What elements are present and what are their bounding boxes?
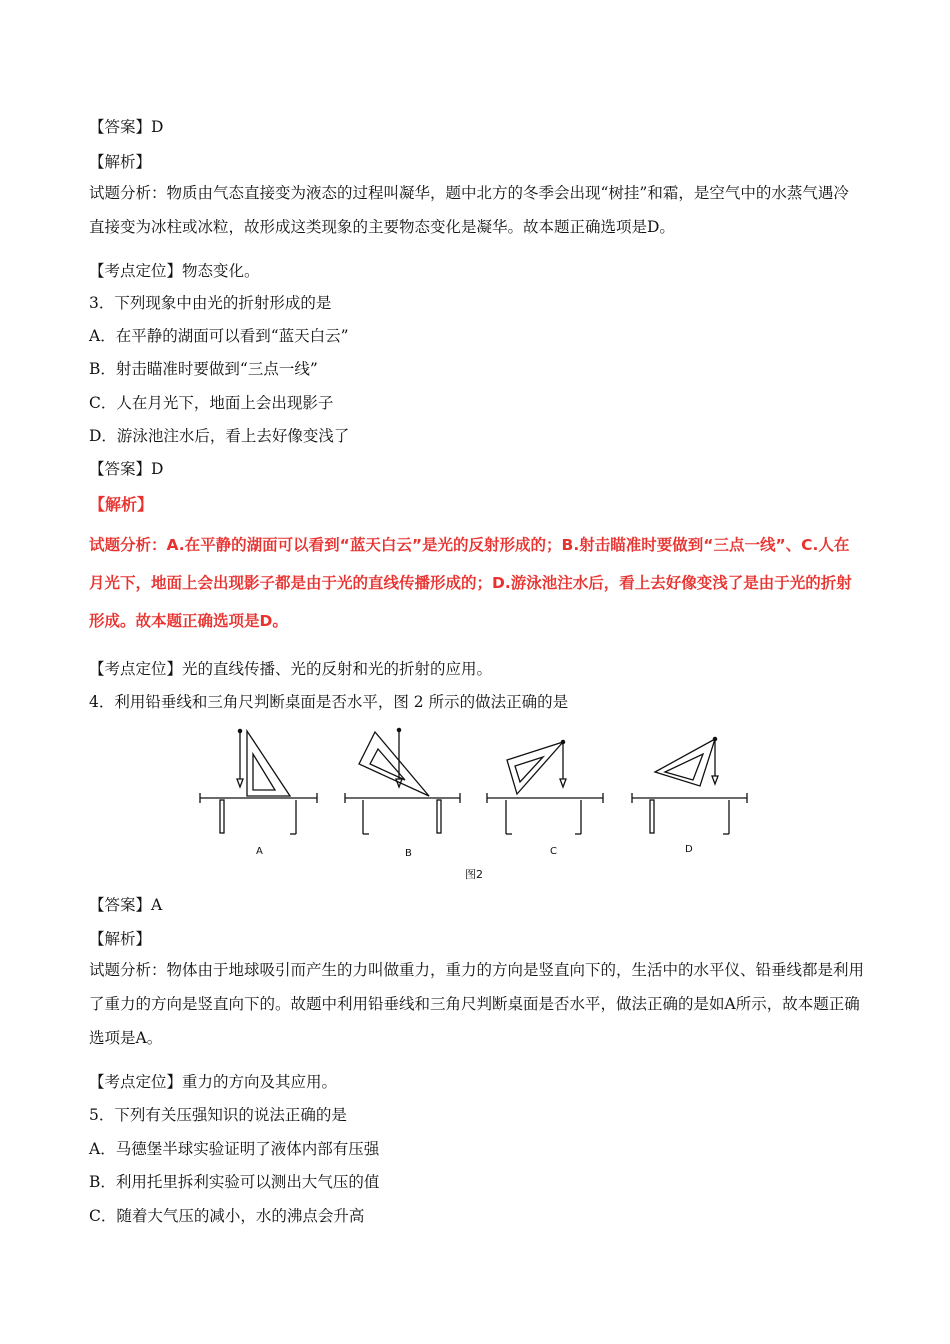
q4-analysis-title: 【解析】 bbox=[89, 930, 152, 948]
q5-option-c: C．随着大气压的减小，水的沸点会升高 bbox=[89, 1207, 365, 1225]
q4-answer: 【答案】A bbox=[89, 896, 163, 914]
figure-panel-a bbox=[200, 729, 317, 834]
q3-analysis-body: 试题分析：A.在平静的湖面可以看到“蓝天白云”是光的反射形成的；B.射击瞄准时要做到“三点一线”、C.人在月光下，地面上会出现影子都是由于光的直线传播形成的；D.游泳池注水后，看上去好像变浅了是由于光的折射形成。故本题正确选项是D。 bbox=[89, 536, 852, 630]
figure-2-diagram bbox=[195, 724, 755, 889]
q5-stem: 5．下列有关压强知识的说法正确的是 bbox=[89, 1106, 347, 1124]
figure-caption: 图2 bbox=[465, 868, 483, 881]
q5-option-a: A．马德堡半球实验证明了液体内部有压强 bbox=[89, 1140, 380, 1158]
q4-stem: 4．利用铅垂线和三角尺判断桌面是否水平，图 2 所示的做法正确的是 bbox=[89, 693, 569, 711]
q3-option-d: D．游泳池注水后，看上去好像变浅了 bbox=[89, 427, 350, 445]
figure-panel-b bbox=[345, 728, 460, 834]
figure-label-c: C bbox=[550, 846, 557, 857]
figure-label-a: A bbox=[256, 846, 263, 857]
figure-panel-c bbox=[487, 740, 603, 834]
q3-analysis-title: 【解析】 bbox=[89, 495, 154, 514]
q3-option-c: C．人在月光下，地面上会出现影子 bbox=[89, 394, 334, 412]
q3-stem: 3．下列现象中由光的折射形成的是 bbox=[89, 294, 332, 312]
q2-answer: 【答案】D bbox=[89, 118, 164, 136]
q5-option-b: B．利用托里拆利实验可以测出大气压的值 bbox=[89, 1173, 380, 1191]
figure-label-d: D bbox=[685, 844, 693, 855]
figure-panel-d bbox=[632, 737, 747, 834]
q4-point: 【考点定位】重力的方向及其应用。 bbox=[89, 1073, 338, 1091]
figure-label-b: B bbox=[405, 848, 412, 859]
q2-point: 【考点定位】物态变化。 bbox=[89, 262, 260, 280]
q3-point: 【考点定位】光的直线传播、光的反射和光的折射的应用。 bbox=[89, 660, 493, 678]
q2-analysis-body: 试题分析：物质由气态直接变为液态的过程叫凝华，题中北方的冬季会出现“树挂”和霜，是空气中的水蒸气遇冷直接变为冰柱或冰粒，故形成这类现象的主要物态变化是凝华。故本题正确选项是D。 bbox=[89, 184, 849, 236]
q3-answer: 【答案】D bbox=[89, 460, 164, 478]
q2-analysis-title: 【解析】 bbox=[89, 153, 152, 171]
q4-analysis-body: 试题分析：物体由于地球吸引而产生的力叫做重力，重力的方向是竖直向下的，生活中的水平仪、铅垂线都是利用了重力的方向是竖直向下的。故题中利用铅垂线和三角尺判断桌面是否水平，做法正确的是如A所示，故本题正确选项是A。 bbox=[89, 961, 865, 1047]
q3-option-b: B．射击瞄准时要做到“三点一线” bbox=[89, 360, 318, 378]
q3-option-a: A．在平静的湖面可以看到“蓝天白云” bbox=[89, 327, 349, 345]
